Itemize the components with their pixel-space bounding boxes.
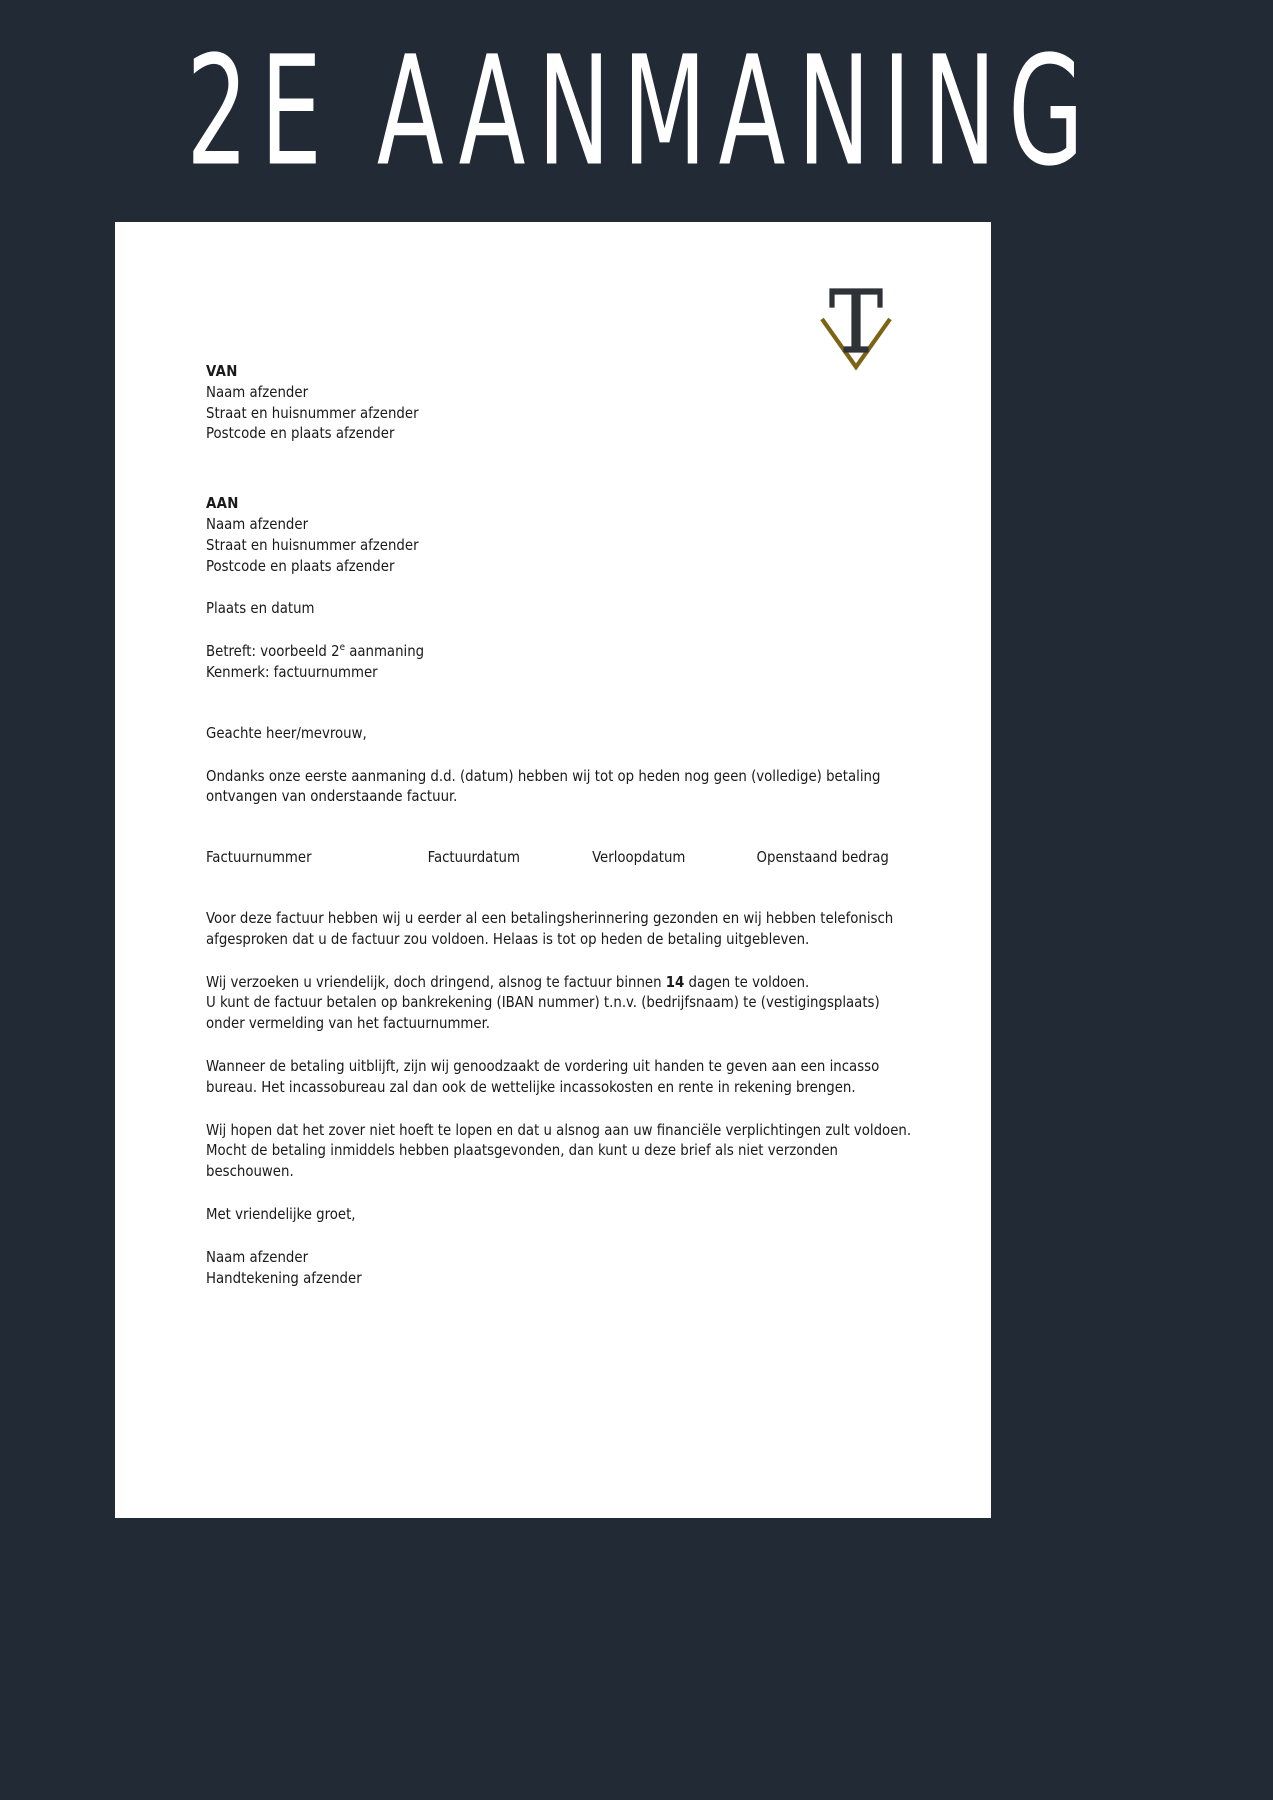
paragraph-bank-line-2: onder vermelding van het factuurnummer.: [206, 1015, 490, 1033]
sender-label: VAN: [206, 363, 238, 380]
sender-line-3: Postcode en plaats afzender: [206, 425, 395, 443]
letter-content: [206, 362, 921, 1289]
sender-line-1: Naam afzender: [206, 383, 309, 401]
spacer: [206, 620, 921, 642]
spacer: [206, 1226, 921, 1248]
paragraph-collection-agency: Wanneer de betaling uitblijft, zijn wij genoodzaakt de vordering uit handen te geven aan een incasso bureau. Het incassobureau zal dan ook de wettelijke incassokosten en rente in rekening brengen.: [206, 1057, 880, 1096]
paragraph-bank-line-1: U kunt de factuur betalen op bankrekening (IBAN nummer) t.n.v. (bedrijfsnaam) te (vestigingsplaats): [206, 994, 880, 1012]
column-header-outstanding-amount: Openstaand bedrag: [756, 849, 889, 867]
spacer: [206, 1035, 921, 1057]
recipient-line-2: Straat en huisnummer afzender: [206, 536, 419, 554]
document-banner: [0, 0, 1273, 222]
closing-greeting: Met vriendelijke groet,: [206, 1205, 356, 1223]
invoice-table-head: [206, 848, 921, 869]
signature-line: Handtekening afzender: [206, 1269, 362, 1287]
paragraph-reminder: Voor deze factuur hebben wij u eerder al een betalingsherinnering gezonden en wij hebben telefonisch afgesproken dat u de factuur zou voldoen. Helaas is tot op heden de betaling uitgebleven.: [206, 909, 894, 948]
payment-term-days: 14: [665, 973, 685, 991]
recipient-label: AAN: [206, 495, 239, 513]
tv-monogram-logo: [810, 277, 902, 373]
subject-suffix: aanmaning: [344, 643, 425, 661]
document-title: 2E AANMANING: [186, 22, 1096, 200]
place-and-date: Plaats en datum: [206, 600, 315, 618]
spacer: [206, 577, 921, 599]
column-header-due-date: Verloopdatum: [592, 849, 686, 867]
spacer: [206, 951, 921, 973]
spacer: [206, 684, 921, 724]
spacer: [206, 745, 921, 767]
signature-name: Naam afzender: [206, 1248, 309, 1266]
request-text-after-days: dagen te voldoen.: [684, 973, 810, 991]
sender-line-2: Straat en huisnummer afzender: [206, 404, 419, 422]
invoice-table: [206, 848, 921, 869]
spacer: [206, 808, 921, 848]
paragraph-payment-request: [206, 973, 921, 994]
signature-block: [206, 1248, 921, 1290]
recipient-block: [206, 494, 921, 577]
invoice-table-header-row: [206, 848, 921, 869]
letter-page: [115, 222, 991, 1518]
intro-paragraph: Ondanks onze eerste aanmaning d.d. (datum) hebben wij tot op heden nog geen (volledige) betaling ontvangen van onderstaande factuur.: [206, 767, 881, 806]
column-header-invoice-date: Factuurdatum: [427, 849, 520, 867]
salutation: Geachte heer/mevrouw,: [206, 724, 367, 742]
subject-line: [206, 642, 921, 663]
column-header-invoice-number: Factuurnummer: [206, 849, 312, 867]
reference-line: Kenmerk: factuurnummer: [206, 663, 378, 681]
recipient-line-1: Naam afzender: [206, 515, 309, 533]
spacer: [206, 445, 921, 494]
recipient-line-3: Postcode en plaats afzender: [206, 557, 395, 575]
subject-prefix: Betreft: voorbeeld 2: [206, 643, 340, 661]
spacer: [206, 869, 921, 909]
spacer: [206, 1183, 921, 1205]
spacer: [206, 1099, 921, 1121]
request-text-before-days: Wij verzoeken u vriendelijk, doch dringend, alsnog te factuur binnen: [206, 973, 666, 991]
logo-graphic: [810, 277, 902, 373]
paragraph-hope: Wij hopen dat het zover niet hoeft te lopen en dat u alsnog aan uw financiële verplichtingen zult voldoen. Mocht de betaling inmiddels hebben plaatsgevonden, dan kunt u deze brief als niet verzonden beschouwen.: [206, 1121, 912, 1181]
subject-superscript: e: [339, 642, 345, 654]
sender-block: [206, 362, 921, 445]
